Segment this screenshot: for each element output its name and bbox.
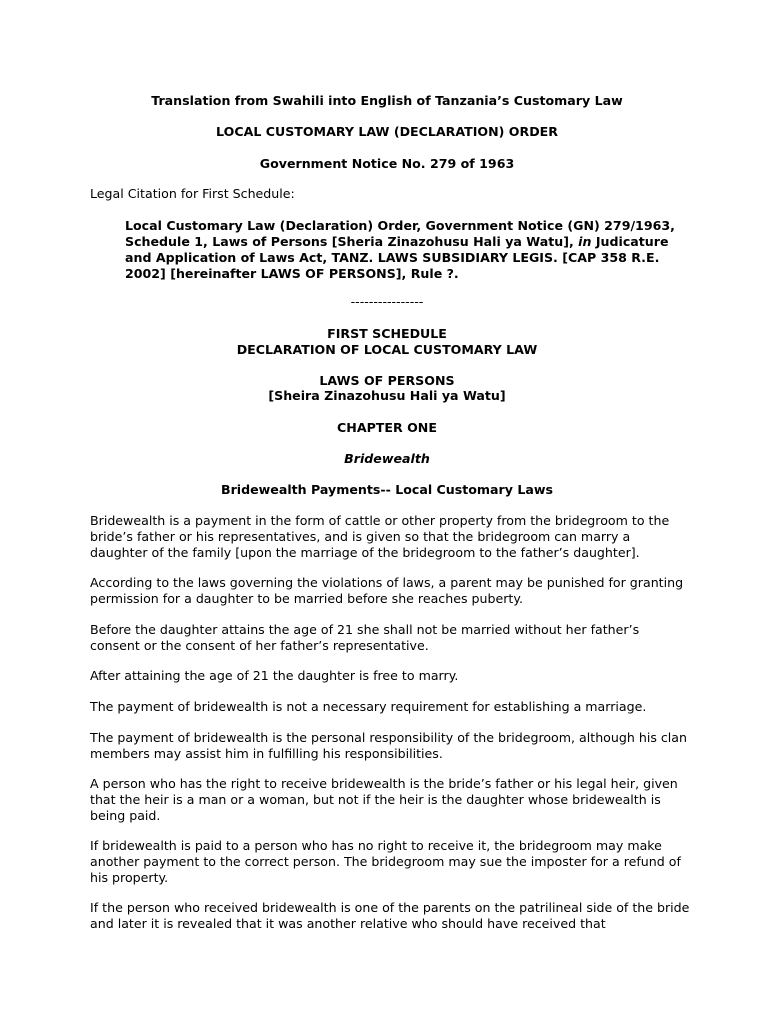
chapter-heading: CHAPTER ONE xyxy=(337,420,437,435)
citation-intro: Legal Citation for First Schedule: xyxy=(90,186,295,201)
paragraph-4: After attaining the age of 21 the daughter is free to marry. xyxy=(90,668,459,683)
schedule-title: FIRST SCHEDULE xyxy=(327,326,447,341)
schedule-subtitle: DECLARATION OF LOCAL CUSTOMARY LAW xyxy=(236,342,538,357)
legal-citation xyxy=(125,218,695,282)
citation-part-1: Local Customary Law (Declaration) Order, Government Notice (GN) 279/1963, Schedule 1, Laws of Persons [Sheria Zinazohusu Hali ya Watu], xyxy=(125,218,675,249)
separator-line: ---------------- xyxy=(350,294,424,309)
order-name: LOCAL CUSTOMARY LAW (DECLARATION) ORDER xyxy=(216,124,558,139)
paragraph-1: Bridewealth is a payment in the form of cattle or other property from the bridegroom to the bride’s father or his representatives, and is given so that the bridegroom can marry a daughter of the family [upon the marriage of the bridegroom to the father’s daughter]. xyxy=(90,513,670,560)
laws-of-persons-swahili: [Sheira Zinazohusu Hali ya Watu] xyxy=(268,388,506,403)
document-title: Translation from Swahili into English of Tanzania’s Customary Law xyxy=(151,93,623,108)
chapter-title: Bridewealth xyxy=(344,451,430,466)
laws-of-persons-title: LAWS OF PERSONS xyxy=(319,373,455,388)
section-heading: Bridewealth Payments-- Local Customary Laws xyxy=(220,482,554,497)
citation-part-2: Judicature and Application of Laws Act, TANZ. LAWS SUBSIDIARY LEGIS. [CAP 358 R.E. 2002] [hereinafter LAWS OF PERSONS], Rule ?. xyxy=(125,234,669,281)
citation-in-word: in xyxy=(578,234,592,249)
paragraph-6: The payment of bridewealth is the personal responsibility of the bridegroom, although his clan members may assist him in fulfilling his responsibilities. xyxy=(90,730,688,761)
paragraph-5: The payment of bridewealth is not a necessary requirement for establishing a marriage. xyxy=(90,699,647,714)
paragraph-9: If the person who received bridewealth is one of the parents on the patrilineal side of the bride and later it is revealed that it was another relative who should have received that xyxy=(90,900,690,931)
paragraph-2: According to the laws governing the violations of laws, a parent may be punished for granting permission for a daughter to be married before she reaches puberty. xyxy=(90,575,684,606)
paragraph-8: If bridewealth is paid to a person who has no right to receive it, the bridegroom may make another payment to the correct person. The bridegroom may sue the imposter for a refund of his property. xyxy=(90,838,681,885)
paragraph-7: A person who has the right to receive bridewealth is the bride’s father or his legal heir, given that the heir is a man or a woman, but not if the heir is the daughter whose bridewealth is being paid. xyxy=(90,776,678,823)
paragraph-3: Before the daughter attains the age of 21 she shall not be married without her father’s consent or the consent of her father’s representative. xyxy=(90,622,640,653)
government-notice: Government Notice No. 279 of 1963 xyxy=(259,156,515,171)
